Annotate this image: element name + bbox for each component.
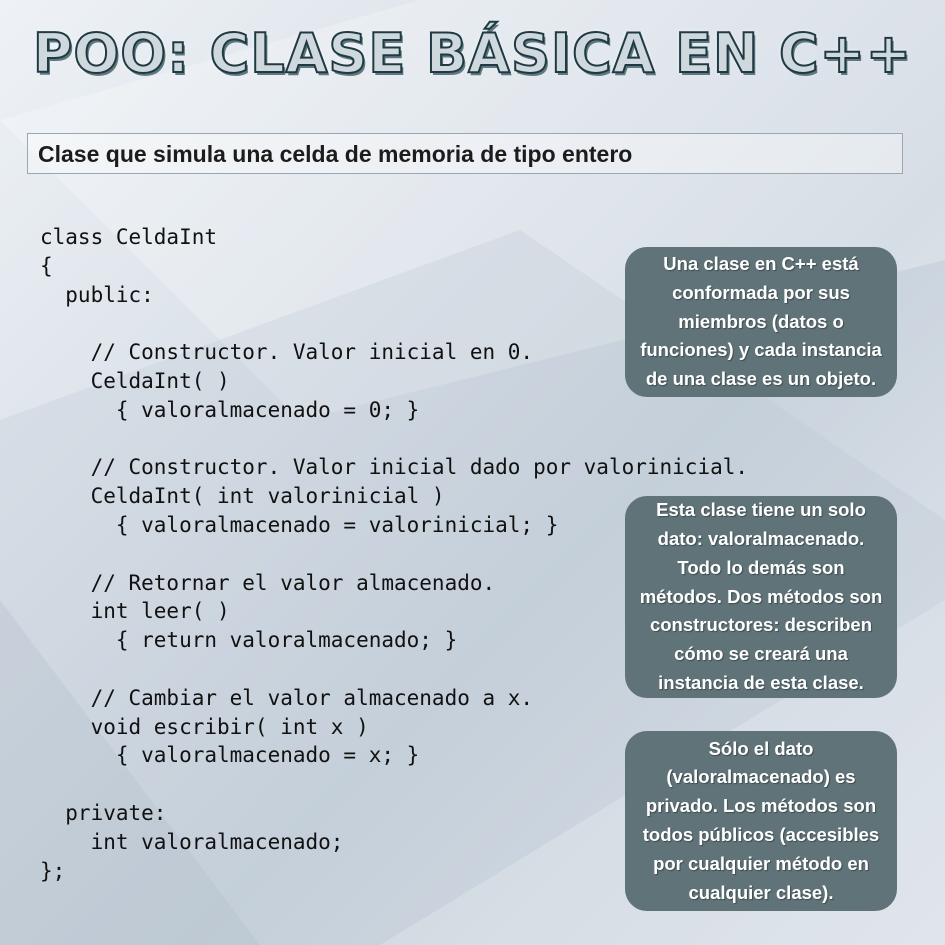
code-line [40,425,748,454]
note-class-members [625,247,897,397]
subtitle: Clase que simula una celda de memoria de tipo entero [38,141,633,167]
code-line: CeldaInt( int valorinicial ) [40,484,445,509]
code-line: { return valoralmacenado; } [40,628,458,653]
subtitle-box [27,133,903,174]
code-line: public: [40,282,154,307]
note-text: Sólo el dato (valoralmacenado) es privado. Los métodos son todos públicos (accesibles por cualquier método en cualquier clase). [642,737,880,903]
code-line: private: [40,800,167,825]
note-private-public [625,731,897,911]
code-line: // Constructor. Valor inicial dado por valorinicial. [40,455,749,480]
code-line: { valoralmacenado = valorinicial; } [40,512,559,537]
code-line: { valoralmacenado = 0; } [40,397,420,422]
code-line: { valoralmacenado = x; } [40,743,420,768]
code-line: class CeldaInt [40,225,218,249]
code-line: // Constructor. Valor inicial en 0. [40,340,534,365]
code-line: // Retornar el valor almacenado. [40,570,496,595]
note-single-data-member [625,496,897,698]
code-line: CeldaInt( ) [40,368,230,393]
code-line: int leer( ) [40,599,230,624]
note-text: Una clase en C++ está conformada por sus miembros (datos o funciones) y cada instancia de una clase es un objeto. [640,253,882,390]
code-line: // Cambiar el valor almacenado a x. [40,685,534,710]
code-line: }; [40,858,66,883]
code-line: void escribir( int x ) [40,714,369,739]
code-line: int valoralmacenado; [40,829,344,854]
code-line: { [40,253,53,278]
page-title: POO: CLASE BÁSICA EN C++ [32,22,913,85]
note-text: Esta clase tiene un solo dato: valoralmacenado. Todo lo demás son métodos. Dos métodos son constructores: describen cómo se creará una instancia de esta clase. [639,499,883,693]
